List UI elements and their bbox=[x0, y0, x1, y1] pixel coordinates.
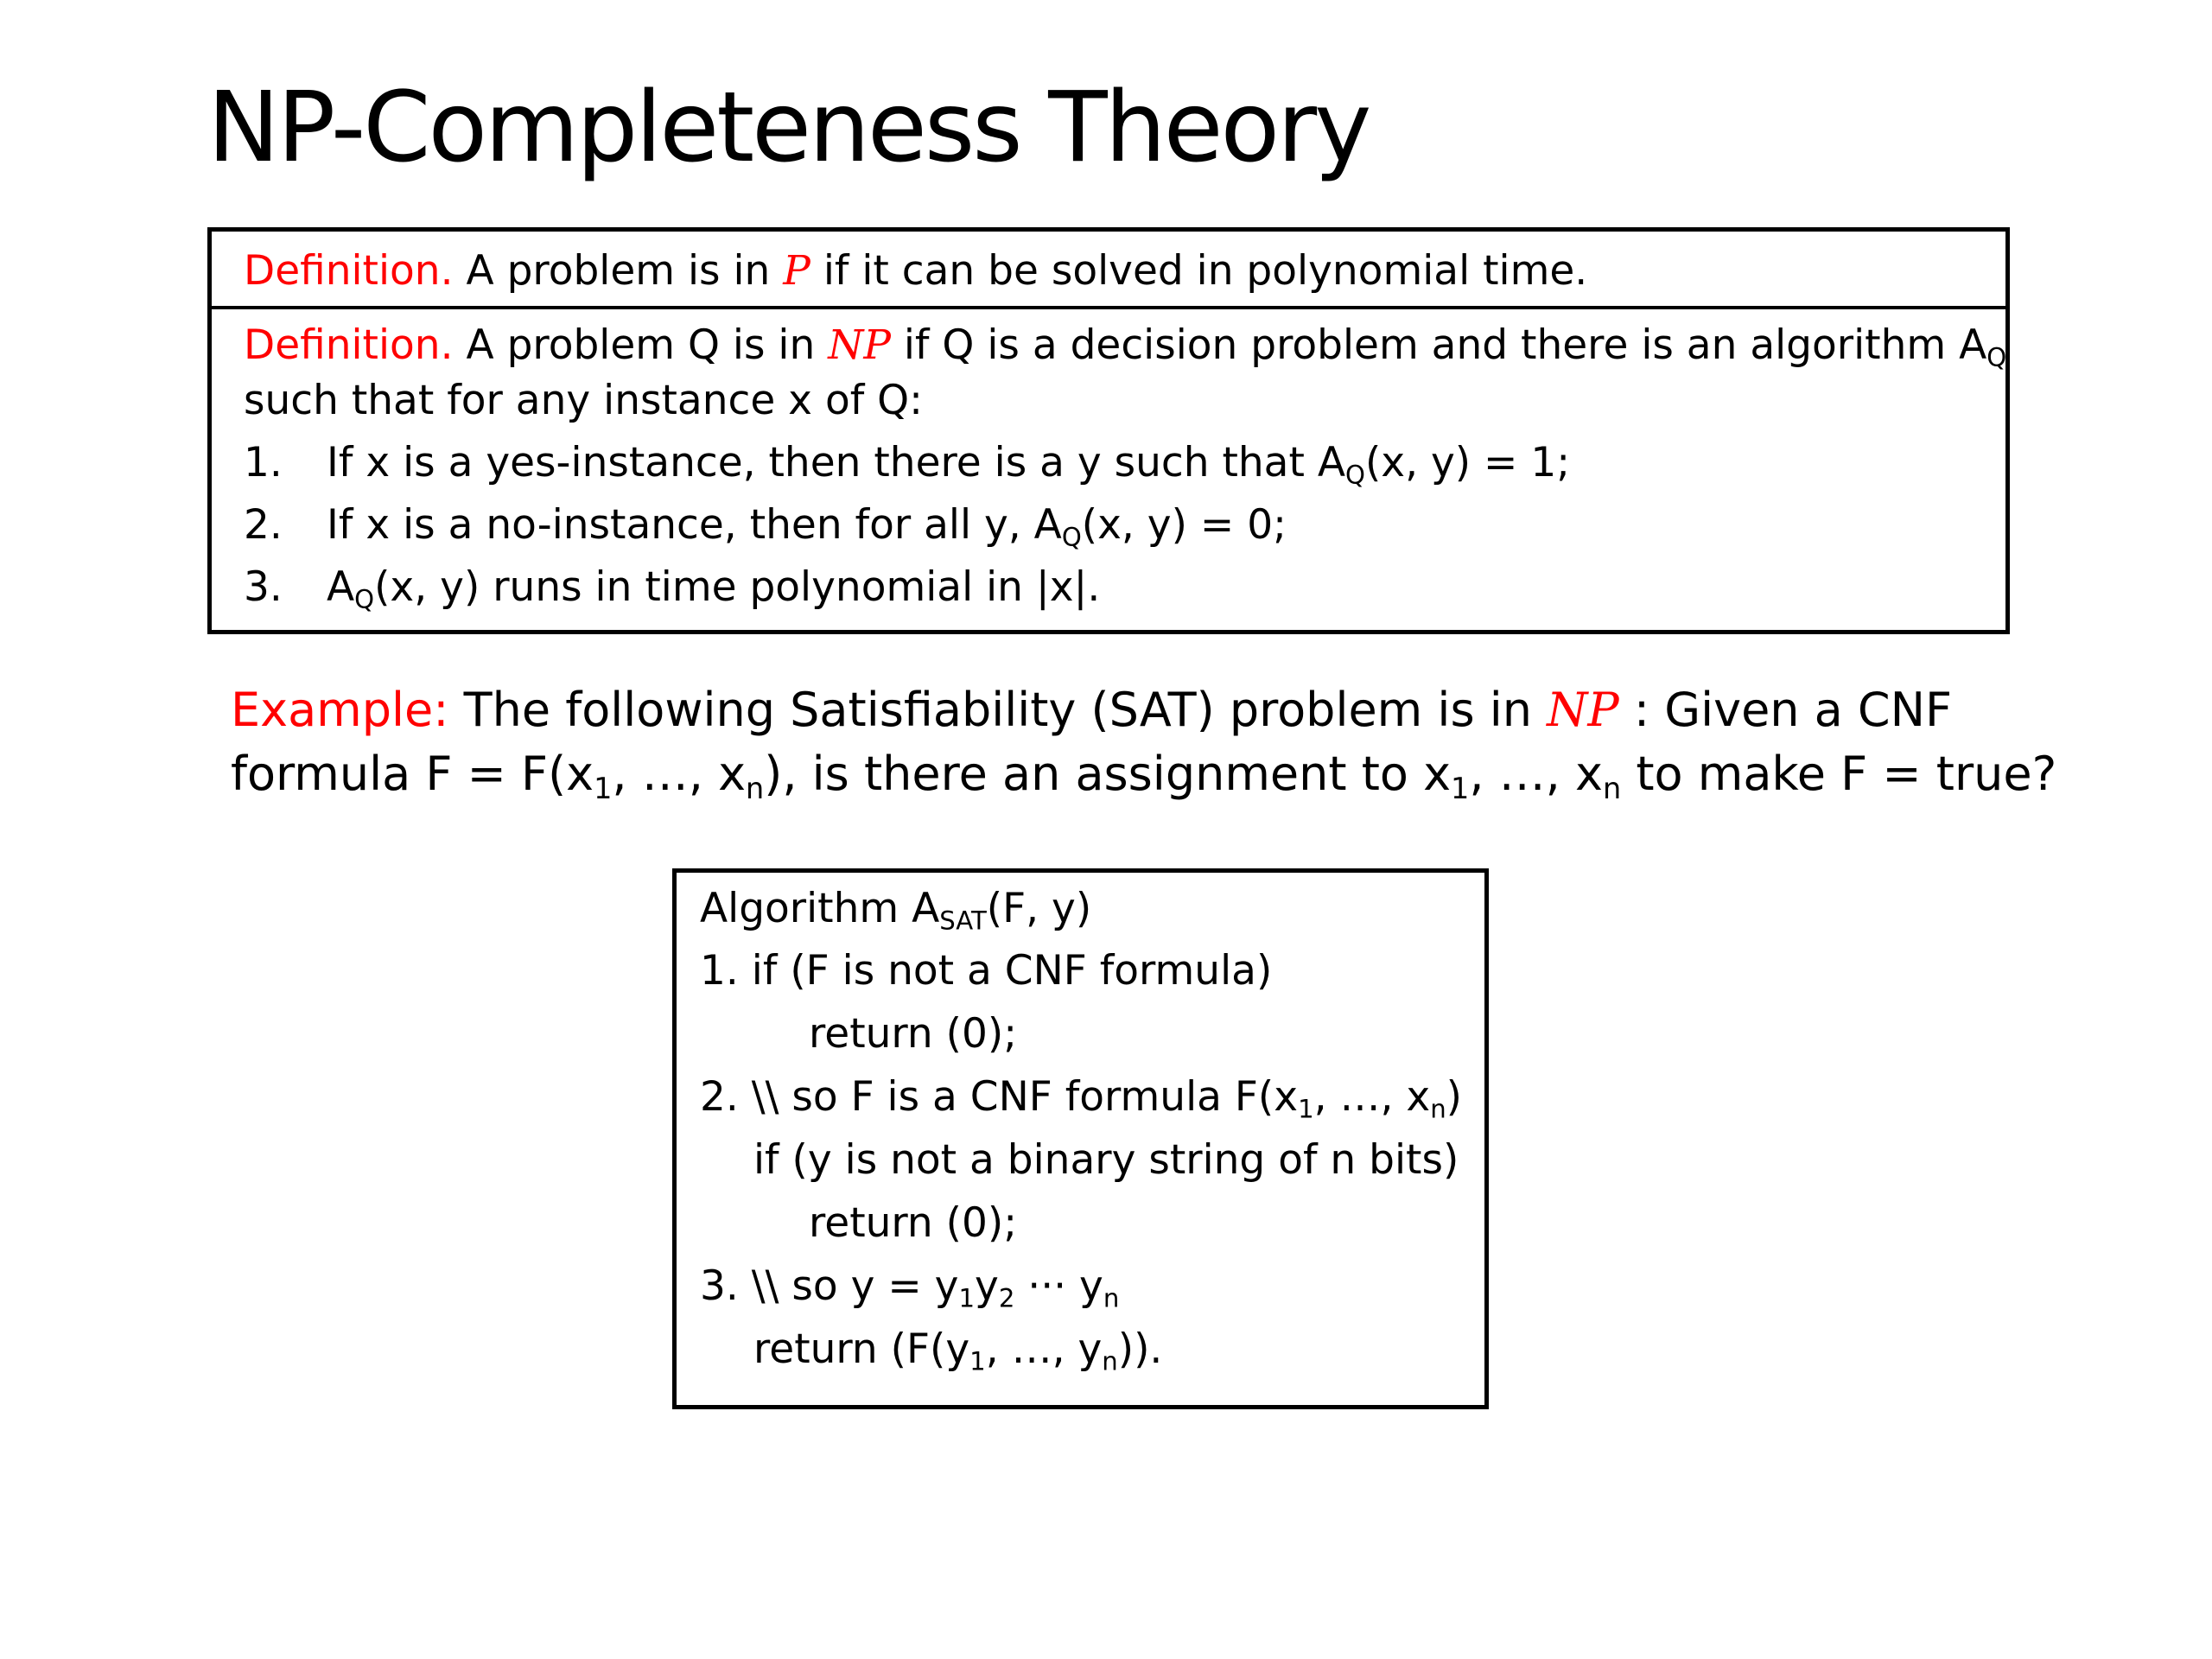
list-item-number: 1. bbox=[244, 439, 283, 486]
subscript: n bbox=[1102, 1346, 1118, 1376]
subscript: 2 bbox=[998, 1283, 1015, 1313]
subscript: Q bbox=[354, 584, 375, 614]
subscript: Q bbox=[1345, 460, 1365, 490]
text: If x is a yes-instance, then there is a y such that A bbox=[327, 439, 1345, 486]
subscript: 1 bbox=[958, 1283, 975, 1313]
class-np-symbol: NP bbox=[828, 321, 891, 369]
subscript: 1 bbox=[969, 1346, 986, 1376]
text: 3. \\ so y = y bbox=[700, 1262, 959, 1310]
text: 2. \\ so F is a CNF formula F(x bbox=[700, 1073, 1299, 1121]
definition-p-line bbox=[244, 247, 1587, 295]
text: (F, y) bbox=[986, 885, 1092, 932]
text: , …, x bbox=[612, 747, 747, 801]
example-label: Example: bbox=[231, 683, 449, 737]
list-item-number: 2. bbox=[244, 501, 283, 549]
text: return (F(y bbox=[753, 1325, 970, 1373]
subscript: 1 bbox=[1451, 772, 1470, 806]
subscript: 1 bbox=[594, 772, 613, 806]
example-paragraph bbox=[231, 678, 2056, 806]
algorithm-line bbox=[700, 1073, 1463, 1124]
text: (x, y) runs in time polynomial in |x|. bbox=[374, 563, 1101, 611]
definition-text: A problem is in bbox=[453, 247, 784, 295]
subscript: n bbox=[1602, 772, 1622, 806]
subscript: SAT bbox=[939, 906, 987, 936]
definition-np bbox=[212, 309, 2005, 634]
algorithm-header bbox=[700, 885, 1092, 936]
text: (x, y) = 1; bbox=[1364, 439, 1571, 486]
text: ) bbox=[1446, 1073, 1463, 1121]
text: y bbox=[975, 1262, 999, 1310]
algorithm-line: return (0); bbox=[809, 1010, 1018, 1058]
class-p-symbol: P bbox=[783, 247, 810, 295]
list-item-text bbox=[327, 501, 1287, 552]
subscript: n bbox=[1103, 1283, 1120, 1313]
text: to make F = true? bbox=[1621, 747, 2057, 801]
definition-np-line-2: such that for any instance x of Q: bbox=[244, 377, 924, 424]
example-line-1 bbox=[231, 678, 2056, 742]
slide-title: NP-Completeness Theory bbox=[207, 72, 1370, 184]
example-line-2 bbox=[231, 742, 2056, 806]
definitions-box bbox=[207, 227, 2010, 634]
text: (x, y) = 0; bbox=[1081, 501, 1287, 549]
subscript: n bbox=[1430, 1094, 1446, 1124]
definition-text: A problem Q is in bbox=[453, 321, 829, 369]
text: The following Satisfiability (SAT) problem is in bbox=[448, 683, 1548, 737]
text: formula F = F(x bbox=[231, 747, 594, 801]
text: ), is there an assignment to x bbox=[764, 747, 1452, 801]
text: , …, y bbox=[985, 1325, 1103, 1373]
definition-text: if it can be solved in polynomial time. bbox=[810, 247, 1588, 295]
algorithm-line bbox=[753, 1325, 1163, 1376]
algorithm-line: return (0); bbox=[809, 1199, 1018, 1247]
list-item-text bbox=[327, 439, 1571, 490]
text: Algorithm A bbox=[700, 885, 940, 932]
algorithm-line: 1. if (F is not a CNF formula) bbox=[700, 947, 1273, 995]
class-np-symbol: NP bbox=[1547, 683, 1619, 737]
text: : Given a CNF bbox=[1618, 683, 1953, 737]
text: , …, x bbox=[1313, 1073, 1431, 1121]
list-item-text bbox=[327, 563, 1101, 614]
definition-np-line-1 bbox=[244, 321, 2007, 372]
definition-p bbox=[212, 232, 2005, 309]
text: If x is a no-instance, then for all y, A bbox=[327, 501, 1062, 549]
text: , …, x bbox=[1469, 747, 1603, 801]
list-item-number: 3. bbox=[244, 563, 283, 611]
algorithm-box bbox=[672, 868, 1489, 1409]
subscript: Q bbox=[1061, 522, 1082, 552]
text: A bbox=[327, 563, 355, 611]
text: ··· y bbox=[1014, 1262, 1103, 1310]
definition-label: Definition. bbox=[244, 321, 454, 369]
subscript: n bbox=[746, 772, 765, 806]
subscript: 1 bbox=[1298, 1094, 1314, 1124]
subscript: Q bbox=[1986, 342, 2007, 372]
definition-label: Definition. bbox=[244, 247, 454, 295]
algorithm-line bbox=[700, 1262, 1120, 1313]
algorithm-line: if (y is not a binary string of n bits) bbox=[753, 1136, 1459, 1184]
text: )). bbox=[1117, 1325, 1163, 1373]
definition-text: if Q is a decision problem and there is an algorithm A bbox=[890, 321, 1987, 369]
